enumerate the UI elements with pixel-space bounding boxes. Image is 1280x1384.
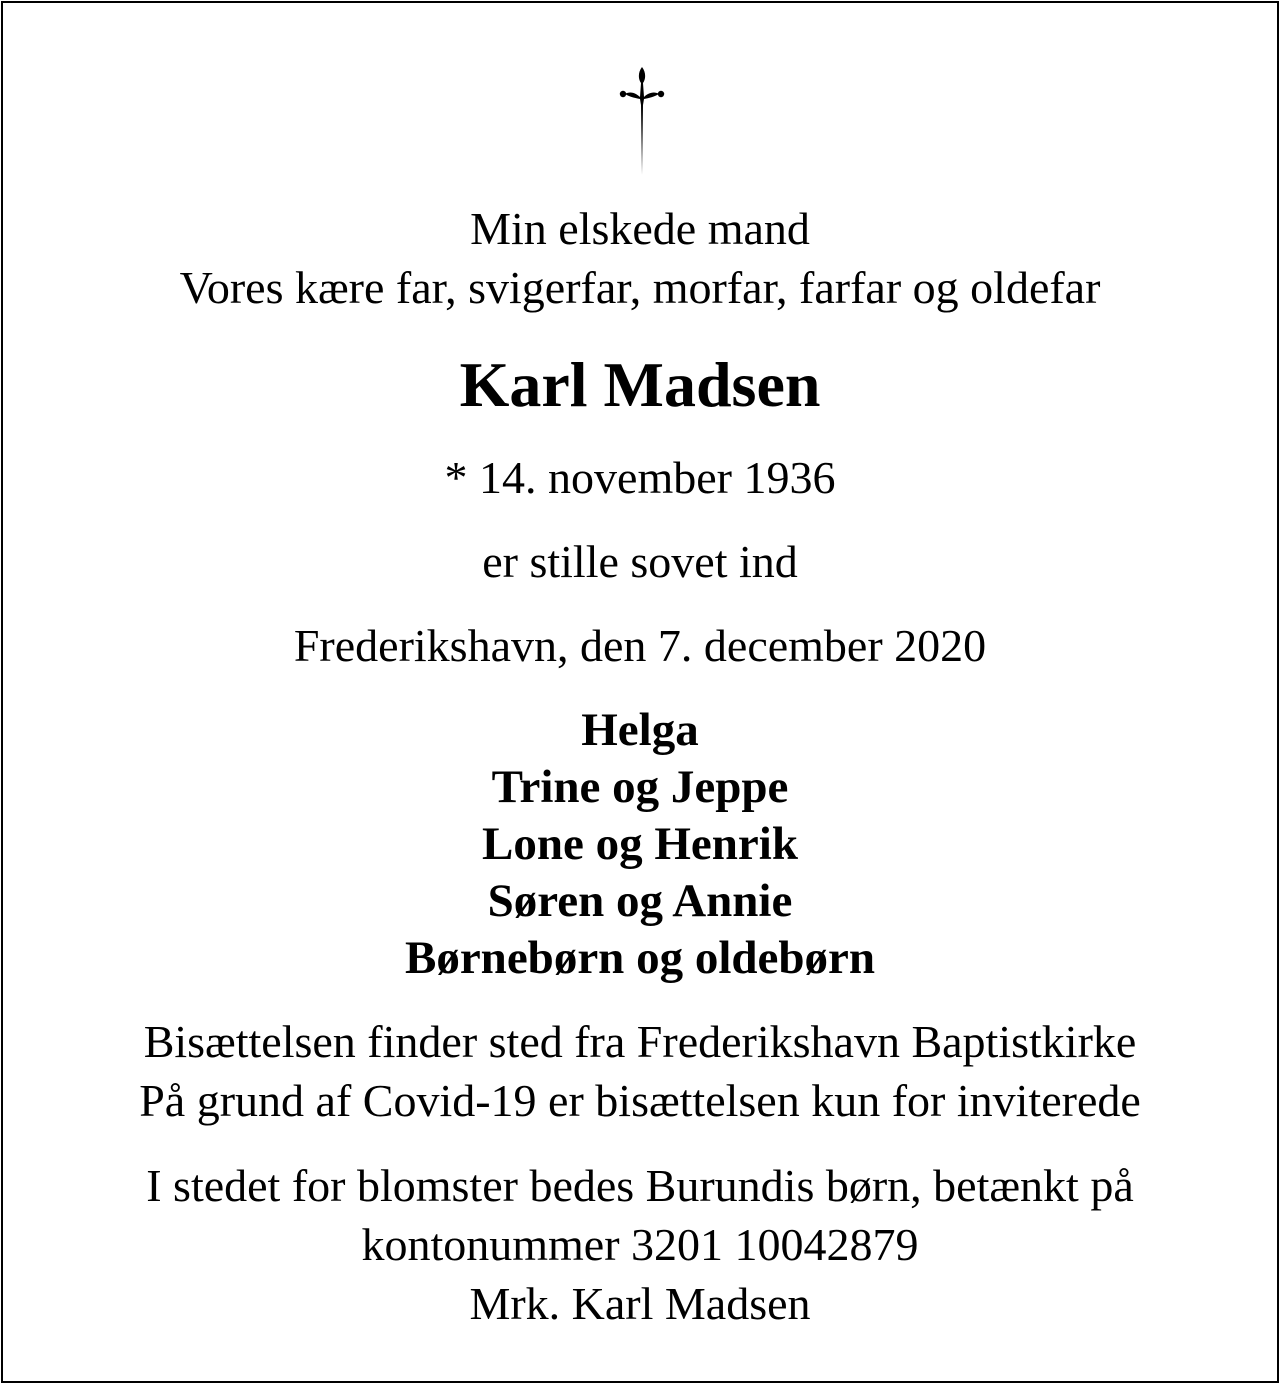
cross-icon — [617, 67, 667, 175]
family-line-3: Lone og Henrik — [482, 818, 798, 870]
funeral-line-1: Bisættelsen finder sted fra Frederikshavn Baptistkirke — [143, 1016, 1137, 1067]
family-line-4: Søren og Annie — [487, 875, 793, 927]
donation-line-2: kontonummer 3201 10042879 — [361, 1219, 919, 1270]
donation-line-1: I stedet for blomster bedes Burundis børn, betænkt på — [146, 1160, 1134, 1211]
family-line-1: Helga — [581, 704, 699, 756]
family-line-5: Børnebørn og oldebørn — [404, 932, 876, 984]
intro-line-2: Vores kære far, svigerfar, morfar, farfar og oldefar — [179, 262, 1101, 313]
deceased-name: Karl Madsen — [459, 349, 821, 420]
obituary-notice — [1, 1, 1279, 1383]
funeral-line-2: På grund af Covid-19 er bisættelsen kun for inviterede — [139, 1075, 1141, 1126]
place-and-date: Frederikshavn, den 7. december 2020 — [293, 620, 987, 671]
birth-date: * 14. november 1936 — [444, 452, 836, 503]
intro-line-1: Min elskede mand — [470, 203, 810, 254]
family-line-2: Trine og Jeppe — [491, 761, 789, 813]
passed-text: er stille sovet ind — [482, 536, 798, 587]
donation-line-3: Mrk. Karl Madsen — [469, 1278, 811, 1329]
